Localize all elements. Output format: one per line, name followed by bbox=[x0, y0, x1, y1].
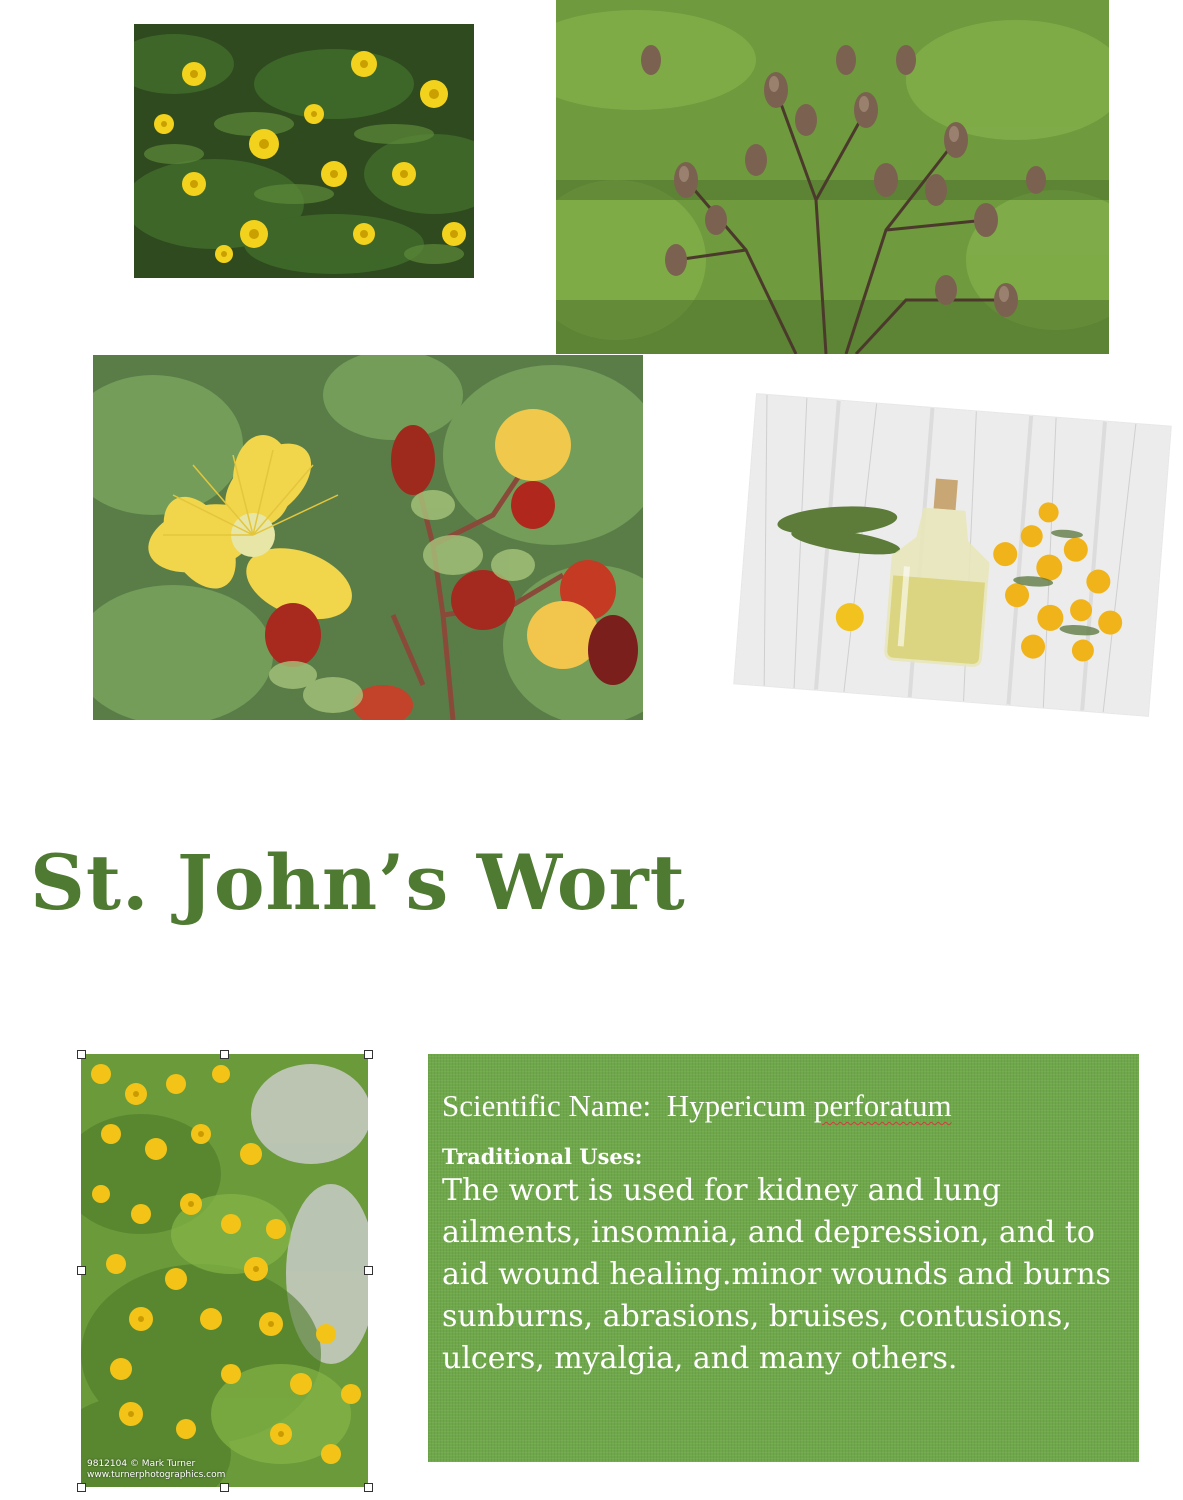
yellow-flowers-photo bbox=[134, 24, 474, 278]
resize-handle-middle-right[interactable] bbox=[364, 1266, 373, 1275]
flower-shrub-photo[interactable] bbox=[81, 1054, 368, 1487]
oil-bottle-photo bbox=[734, 394, 1170, 716]
photo-credit bbox=[87, 1459, 225, 1481]
scientific-name-species: perforatum bbox=[813, 1088, 952, 1123]
resize-handle-top-right[interactable] bbox=[364, 1050, 373, 1059]
credit-line-2: www.turnerphotographics.com bbox=[87, 1470, 226, 1480]
traditional-uses-text: The wort is used for kidney and lung ailments, insomnia, and depression, and to aid wound healing.minor wounds and burns sunburns, abrasions, bruises, contusions, ulcers, myalgia, and many others. bbox=[442, 1173, 1111, 1376]
scientific-name-genus: Hypericum bbox=[666, 1088, 807, 1123]
credit-line-1: 9812104 © Mark Turner bbox=[87, 1459, 196, 1469]
resize-handle-bottom-center[interactable] bbox=[220, 1483, 229, 1492]
resize-handle-top-center[interactable] bbox=[220, 1050, 229, 1059]
scientific-name-label: Scientific Name: bbox=[442, 1088, 652, 1123]
scientific-name-line bbox=[442, 1088, 1139, 1124]
resize-handle-top-left[interactable] bbox=[77, 1050, 86, 1059]
seed-pods-photo bbox=[556, 0, 1109, 354]
page-title: St. John’s Wort bbox=[30, 838, 686, 927]
info-text-box[interactable] bbox=[428, 1054, 1139, 1462]
resize-handle-bottom-left[interactable] bbox=[77, 1483, 86, 1492]
resize-handle-middle-left[interactable] bbox=[77, 1266, 86, 1275]
flower-and-berries-photo bbox=[93, 355, 643, 720]
traditional-uses-label: Traditional Uses: bbox=[442, 1144, 643, 1169]
resize-handle-bottom-right[interactable] bbox=[364, 1483, 373, 1492]
